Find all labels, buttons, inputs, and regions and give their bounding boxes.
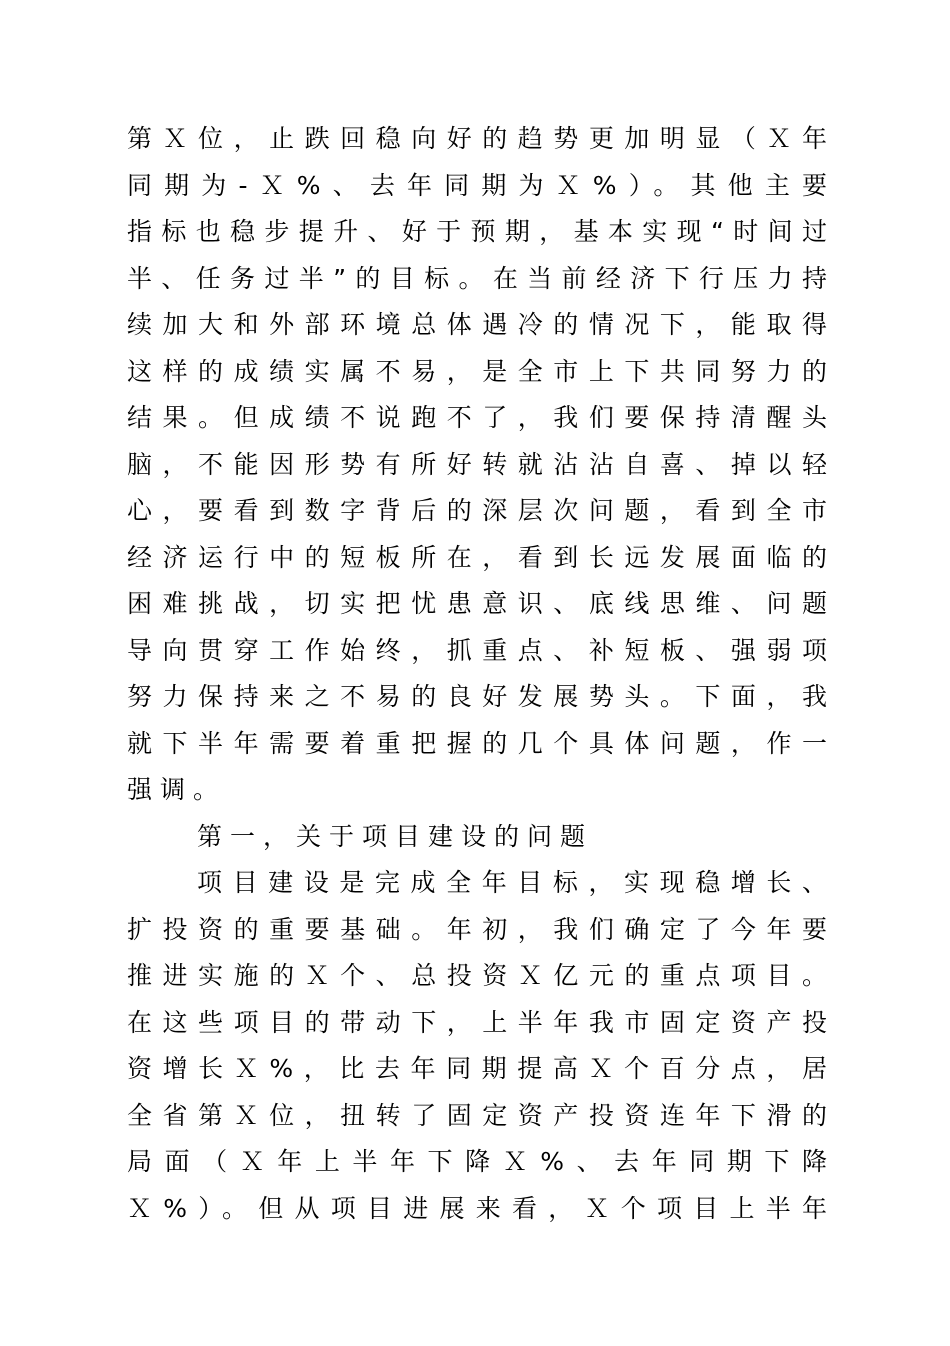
text-line: 结果。但成绩不说跑不了，我们要保持清醒头 — [127, 403, 827, 432]
text-line: 扩投资的重要基础。年初，我们确定了今年要 — [127, 914, 827, 944]
text-line: 强调。 — [127, 775, 227, 804]
text-line: 续加大和外部环境总体遇冷的情况下，能取得 — [127, 310, 827, 339]
body-text — [127, 116, 827, 1232]
text-line: 半、任务过半”的目标。在当前经济下行压力持 — [127, 263, 827, 293]
text-line: 全省第Ｘ位，扭转了固定资产投资连年下滑的 — [127, 1100, 827, 1130]
text-line: 就下半年需要着重把握的几个具体问题，作一 — [127, 728, 827, 758]
text-line: 在这些项目的带动下，上半年我市固定资产投 — [127, 1007, 827, 1037]
text-line: Ｘ%）。但从项目进展来看，Ｘ个项目上半年 — [127, 1193, 827, 1223]
text-line: 困难挑战，切实把忧患意识、底线思维、问题 — [127, 589, 827, 618]
text-line: 这样的成绩实属不易，是全市上下共同努力的 — [127, 356, 827, 386]
text-line: 推进实施的Ｘ个、总投资Ｘ亿元的重点项目。 — [127, 961, 827, 990]
section-heading: 第一，关于项目建设的问题 — [197, 821, 594, 851]
text-line: 导向贯穿工作始终，抓重点、补短板、强弱项 — [127, 635, 827, 665]
text-line: 资增长Ｘ%，比去年同期提高Ｘ个百分点，居 — [127, 1054, 827, 1083]
text-line: 同期为-Ｘ%、去年同期为Ｘ%）。其他主要 — [127, 170, 827, 200]
text-line: 经济运行中的短板所在，看到长远发展面临的 — [127, 542, 827, 572]
text-line: 局面（Ｘ年上半年下降Ｘ%、去年同期下降 — [127, 1147, 827, 1176]
text-line: 脑，不能因形势有所好转就沾沾自喜、掉以轻 — [127, 449, 827, 479]
text-line: 努力保持来之不易的良好发展势头。下面，我 — [127, 682, 827, 711]
text-line: 第Ｘ位，止跌回稳向好的趋势更加明显（Ｘ年 — [127, 124, 827, 153]
text-line: 指标也稳步提升、好于预期，基本实现“时间过 — [127, 217, 827, 246]
text-line: 项目建设是完成全年目标，实现稳增长、 — [197, 868, 827, 897]
text-line: 心，要看到数字背后的深层次问题，看到全市 — [127, 496, 827, 525]
